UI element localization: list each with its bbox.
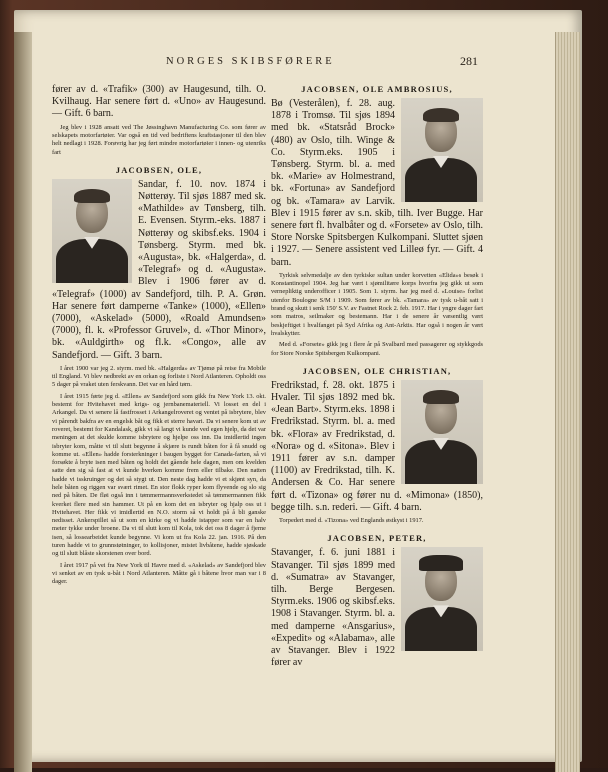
portrait-ole: [52, 179, 132, 283]
intro-note: Jeg blev i 1928 ansatt ved The Jøssinghavn Manufacturing Co. som fører av selskapets motorfartøier. Var også en tid ved bedriftens kraftstasjoner til den blev helt nedlagt i 1928. Forøvrig har jeg ført mindre motorfartøier i innen- og utenriks fart: [52, 123, 266, 156]
entry-heading-peter: JACOBSEN, PETER,: [327, 533, 427, 544]
entry-note-ole-3: I året 1917 på vei fra New York til Havre med d. «Askelad» av Sandefjord blev vi senket av en tysk u-båt i Nord Atlanteren. Måtte gå i båtene hvor man var i 8 dager.: [52, 561, 266, 586]
right-column: [271, 84, 483, 669]
intro-text: fører av d. «Trafik» (300) av Haugesund, tilh. O. Kvilhaug. Har senere ført d. «Uno» av Haugesund. — Gift. 6 barn.: [52, 84, 266, 120]
portrait-peter: [401, 547, 483, 651]
entry-heading-ambrosius: JACOBSEN, OLE AMBROSIUS,: [301, 84, 453, 94]
page-edges: [555, 32, 580, 772]
entry-note-ole-1: I året 1900 var jeg 2. styrm. med bk. «Halgerda» av Tjømø på reise fra Mobile til England. Vi blev nedbrekt av en orkan og forliste i Nord Atlanteren. Opholdt oss 5 dager på vraket uten ferskvann. Det var en hård tørn.: [52, 364, 266, 389]
entry-text-ambrosius: Bø (Vesterålen), f. 28. aug. 1878 i Tromsø. Til sjøs 1894 med bk. «Statsråd Brock» (480) av Oslo, tilh. Winge & Co. Styrm.eks. 1905 i Tønsberg. Styrm. bl. a. med bk. «Marie» av Holmestrand, bk. «Fortuna» av Sandefjord og bk. «Tamara» av Larvik. Blev i 1915 fører av s.n. skib, tilh. Iver Bugge. Har senere ført fl. hvalbåter og d. «Forsete» av Oslo, tilh. Store Norske Spitsbergen Kulkompani. Sluttet sjøen i 1927. — Senere assistent ved Lilleø fyr. — Gift. 4 barn.: [271, 98, 483, 268]
entry-text-ole: Sandar, f. 10. nov. 1874 i Nøtterøy. Til sjøs 1887 med sk. «Mathilde» av Tønsberg, tilh. E. Evensen. Styrm.-eks. 1887 i Nøtterøy og skibsf.eks. 1904 i Tønsberg. Styrm. med bk. «Augusta», bk. «Halgerda», d. «Telegraf» og d. «Augusta». Blev i 1906 fører av d. «Telegraf» (1000) av Sandefjord, tilh. P. A. Grøn. Har senere ført damperne «Tanke» (1000), «Ellen» (7000), «Askelad» (5000), «Roald Amundsen» (7000), fl. k. «Professor Gruvel», d. «Thor Minor», bk. «Auldgirth» og fl.k. «Congo», alle av Sandefjord. — Gift. 3 barn.: [52, 178, 266, 361]
page-gutter: [14, 32, 32, 772]
page-number: 281: [460, 54, 478, 68]
portrait-ambrosius: [401, 98, 483, 202]
entry-note-christian-1: Torpedert med d. «Tizona» ved Englands østkyst i 1917.: [279, 517, 424, 525]
left-column: [52, 84, 266, 587]
entry-heading-christian: JACOBSEN, OLE CHRISTIAN,: [302, 365, 452, 376]
entry-heading-ole: JACOBSEN, OLE,: [115, 164, 203, 175]
entry-note-ambrosius-1: Tyrkisk selvmedalje av den tyrkiske sultan under korvetten «Elida»s besøk i Konstantinopel 1904. Jeg har vært i sjømilitære korps hvorfra jeg gikk ut som vernepliktig underofficer i 1905. Som 1. styrm. har jeg med d. «Louise» forlist utenfor Boulogne S/M i 1909. Som fører av bk. «Tamara» av tysk u-båt satt i brand og skutt i senk 150' S.V. av Fastnet Rock 2. feb. 1917. Har i yngre dager fart som matros, seilmaker og bestemann. Har i de senere år væsentlig vært beskjeftiget i hvalfanget på Syd Afrika og Ant-Arktis. Har også i nogen år vært hvalskytter.: [271, 271, 483, 337]
entry-text-christian: Fredrikstad, f. 28. okt. 1875 i Hvaler. Til sjøs 1892 med bk. «Jean Bart». Styrm.eks. 1898 i Fredrikstad. Styrm. bl. a. med bk. «Flora» av Fredrikstad, d. «Nora» og d. «Sitona». Blev i 1911 fører av s.n. damper (1100) av Fredrikstad, tilh. K. Andersen & Co. Har senere ført d. «Tizona» og fører nu d. «Mimona» (1850), begge tilh. s.n. rederi. — Gift. 4 barn.: [271, 379, 483, 513]
portrait-christian: [401, 380, 483, 484]
entry-text-peter: Stavanger, f. 6. juni 1881 i Stavanger. Til sjøs 1899 med d. «Sumatra» av Stavanger, tilh. Berge Bergesen. Styrm.eks. 1906 og skibsf.eks. 1908 i Stavanger. Styrm. bl. a. med damperne «Ansgarius», «Expedit» og «Alabama», alle av Stavanger. Blev i 1922 fører av: [271, 547, 395, 669]
entry-note-ole-2: I året 1915 førte jeg d. «Ellen» av Sandefjord som gikk fra New York 13. okt. bestemt for Hvitehavet med krigs- og jernbanemateriell. Vi losset en del i Arkangel. Da vi senere lå fastfrosset i Arkangelroveret og ventet på isbrytere, blev vi pårendt bakfra av en engelsk båt og fikk et sterre havari. Da vi senere kom ut av roveret, bestemt for Kandalask, gikk vi så langt vi kunde ved egen hjelp, da det var meningen at det skulde komme isbrytere og hjelpe oss inn. Da imidlertid ingen isbryter kom, måtte vi til slutt begynne å skjære is rundt båten for å få snudd og komme ut. «Ellen» hadde forsterkninger i baugen bygget for Canada-farten, så vi forsøkte å bryte isen med båten og holdt det gående hele dagen, men om kvelden satte den sig så fast at vi kunde hverken komme frem eller tilbake. Den natten hadde vi isskruinger og det så stygt ut. Den neste dag hadde vi et skjønt syn, da hele båten og riggen var svært rimet. En stor flokk ryper kom flyvende og slo sig ned på båten. De fløi også inn i tømmermannsverkstedet så tømmermannen fikk kverket flere med sin hammer. Ut på en kom det en isbryter og hjalp oss ut i Hvitehavet. Her fikk vi imidlertid en N.O. storm så vi holdt på å bli ganske nedisset. Ankerspillet så ut som en kirke og vi hadde istapper som var en halv meter tykke under broene. Da vi til slutt kom til Kola, tok det oss 8 dager å fjerne isen, så lossearbeidet kunde begynne. Vi kom ut fra Kola 22. jan. 1916. På den turen hadde vi to grunnstøtninger, to kollisjoner, mistet livbåtene, hadde sjøskade og til slutt blåste skorstenen over bord.: [52, 392, 266, 558]
entry-note-ambrosius-2: Med d. «Forsete» gikk jeg i flere år på Svalbard med passagerer og stykkgods for Store Norske Spitsbergen Kulkompani.: [271, 341, 483, 357]
running-header: NORGES SKIBSFØRERE: [166, 56, 335, 67]
